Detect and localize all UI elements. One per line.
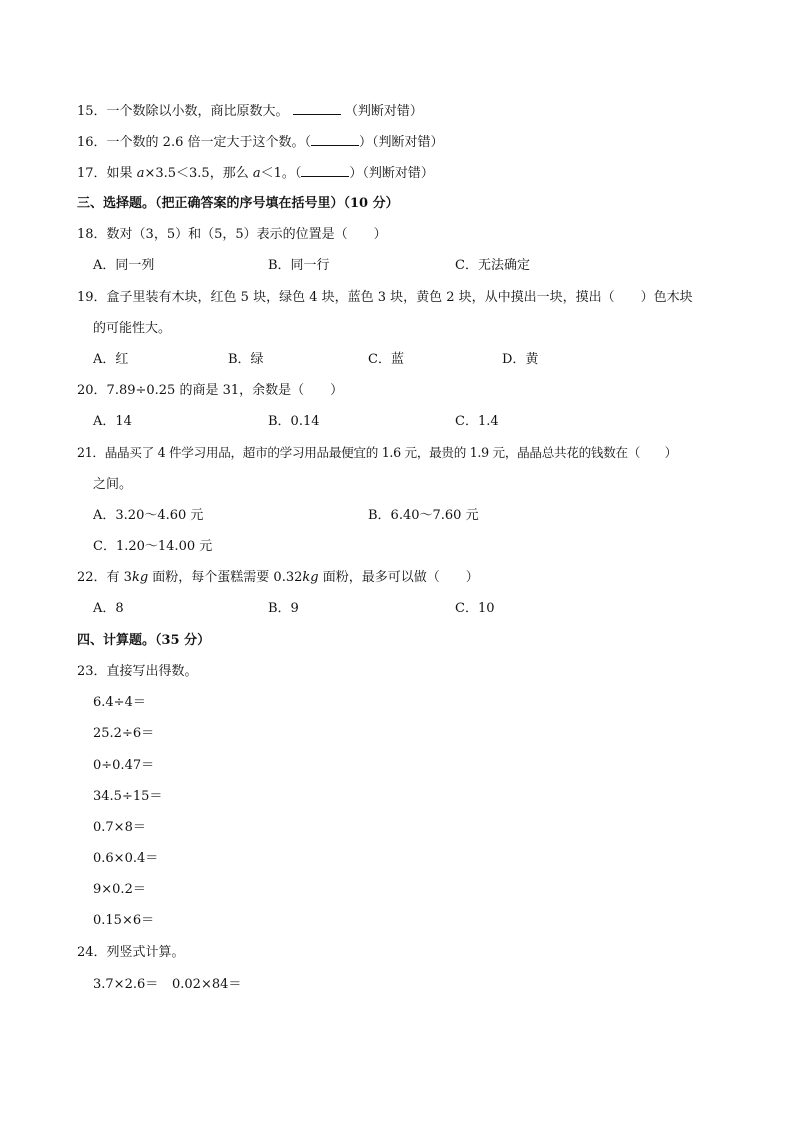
option-19-b[interactable]: B．绿 bbox=[228, 352, 264, 367]
calc-item: 34.5÷15＝ bbox=[93, 789, 163, 804]
calc-item: 0.02×84＝ bbox=[172, 977, 242, 992]
section-4-heading: 四、计算题。（35 分） bbox=[77, 633, 211, 648]
option-19-c[interactable]: C．蓝 bbox=[368, 352, 404, 367]
question-23: 23．直接写出得数。 bbox=[77, 664, 198, 679]
option-21-c[interactable]: C．1.20～14.00 元 bbox=[93, 539, 213, 554]
question-21: 21．晶晶买了 4 件学习用品，超市的学习用品最便宜的 1.6 元，最贵的 1.9 元，晶晶总共花的钱数在（ ） bbox=[77, 445, 677, 460]
option-22-b[interactable]: B．9 bbox=[268, 601, 299, 616]
option-20-c[interactable]: C．1.4 bbox=[455, 414, 499, 429]
option-20-b[interactable]: B．0.14 bbox=[268, 414, 320, 429]
question-21-continued: 之间。 bbox=[93, 477, 133, 492]
answer-blank-15[interactable] bbox=[293, 102, 341, 115]
calc-item: 9×0.2＝ bbox=[93, 882, 146, 897]
option-21-b[interactable]: B．6.40～7.60 元 bbox=[368, 508, 479, 523]
answer-blank-16[interactable] bbox=[311, 133, 359, 146]
question-17: 17．如果 a×3.5＜3.5，那么 a＜1。（ ）（判断对错） bbox=[77, 166, 434, 181]
calc-item: 0.6×0.4＝ bbox=[93, 851, 159, 866]
section-3-heading: 三、选择题。（把正确答案的序号填在括号里）（10 分） bbox=[77, 196, 399, 211]
calc-item: 0.15×6＝ bbox=[93, 913, 155, 928]
question-24: 24．列竖式计算。 bbox=[77, 945, 185, 960]
calc-item: 0÷0.47＝ bbox=[93, 758, 155, 773]
calc-item: 6.4÷4＝ bbox=[93, 695, 146, 710]
answer-blank-17[interactable] bbox=[301, 164, 349, 177]
question-22: 22．有 3kg 面粉，每个蛋糕需要 0.32kg 面粉，最多可以做（ ） bbox=[77, 570, 479, 585]
option-19-d[interactable]: D．黄 bbox=[502, 352, 539, 367]
question-19: 19．盒子里装有木块，红色 5 块，绿色 4 块，蓝色 3 块，黄色 2 块，从中摸出一块，摸出（ ）色木块 bbox=[77, 290, 693, 305]
option-18-a[interactable]: A．同一列 bbox=[93, 258, 155, 273]
calc-item: 3.7×2.6＝ bbox=[93, 977, 159, 992]
option-20-a[interactable]: A．14 bbox=[93, 414, 132, 429]
option-21-a[interactable]: A．3.20～4.60 元 bbox=[93, 508, 204, 523]
option-22-a[interactable]: A．8 bbox=[93, 601, 124, 616]
calc-item: 25.2÷6＝ bbox=[93, 726, 155, 741]
question-15: 15．一个数除以小数，商比原数大。 （判断对错） bbox=[77, 104, 423, 119]
option-19-a[interactable]: A．红 bbox=[93, 352, 129, 367]
question-18: 18．数对（3，5）和（5，5）表示的位置是（ ） bbox=[77, 227, 387, 242]
option-18-c[interactable]: C．无法确定 bbox=[455, 258, 530, 273]
option-22-c[interactable]: C．10 bbox=[455, 601, 495, 616]
option-18-b[interactable]: B．同一行 bbox=[268, 258, 330, 273]
question-16: 16．一个数的 2.6 倍一定大于这个数。（ ）（判断对错） bbox=[77, 135, 444, 150]
question-19-continued: 的可能性大。 bbox=[93, 321, 172, 336]
calc-item: 0.7×8＝ bbox=[93, 820, 146, 835]
question-20: 20．7.89÷0.25 的商是 31，余数是（ ） bbox=[77, 383, 344, 398]
